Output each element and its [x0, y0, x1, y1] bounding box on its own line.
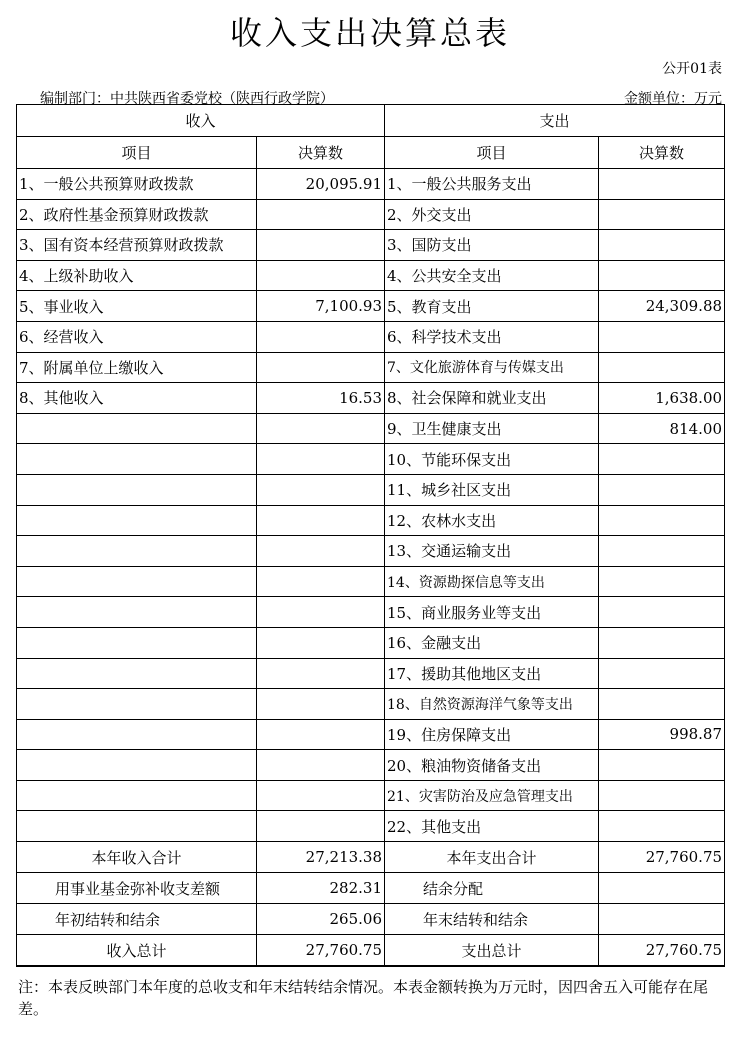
distribution-value	[599, 873, 725, 904]
expense-item: 19、住房保障支出	[385, 719, 599, 750]
income-item	[17, 474, 257, 505]
expense-item: 9、卫生健康支出	[385, 413, 599, 444]
income-amount	[257, 413, 385, 444]
income-item: 7、附属单位上缴收入	[17, 352, 257, 383]
table-row	[17, 536, 725, 567]
income-amount	[257, 230, 385, 261]
expense-item: 11、城乡社区支出	[385, 474, 599, 505]
income-item	[17, 750, 257, 781]
expense-item: 14、资源勘探信息等支出	[385, 566, 599, 597]
table-row	[17, 627, 725, 658]
income-header: 收入	[17, 105, 385, 137]
table-row	[17, 750, 725, 781]
expense-total-label: 本年支出合计	[385, 842, 599, 873]
expense-item: 10、节能环保支出	[385, 444, 599, 475]
department-label: 编制部门：中共陕西省委党校（陕西行政学院）	[40, 91, 334, 107]
table-row	[17, 658, 725, 689]
expense-grand-label: 支出总计	[385, 935, 599, 967]
expense-amount: 24,309.88	[599, 291, 725, 322]
table-row	[17, 719, 725, 750]
income-item: 2、政府性基金预算财政拨款	[17, 199, 257, 230]
expense-item: 5、教育支出	[385, 291, 599, 322]
table-row	[17, 444, 725, 475]
income-amount	[257, 505, 385, 536]
expense-item: 16、金融支出	[385, 627, 599, 658]
income-item	[17, 505, 257, 536]
income-expense-table	[16, 104, 725, 967]
fund-label: 用事业基金弥补收支差额	[17, 873, 257, 904]
begin-balance-label: 年初结转和结余	[17, 904, 257, 935]
carryover-row	[17, 904, 725, 935]
income-item	[17, 689, 257, 720]
table-row	[17, 260, 725, 291]
table-row	[17, 383, 725, 414]
table-row	[17, 352, 725, 383]
income-item	[17, 413, 257, 444]
table-row	[17, 597, 725, 628]
expense-item: 8、社会保障和就业支出	[385, 383, 599, 414]
section-header-row	[17, 105, 725, 137]
expense-amount	[599, 750, 725, 781]
expense-amount: 998.87	[599, 719, 725, 750]
table-row	[17, 321, 725, 352]
table-row	[17, 689, 725, 720]
income-total-label: 本年收入合计	[17, 842, 257, 873]
income-amount: 16.53	[257, 383, 385, 414]
income-item: 3、国有资本经营预算财政拨款	[17, 230, 257, 261]
table-row	[17, 566, 725, 597]
income-grand-label: 收入总计	[17, 935, 257, 967]
expense-grand-value: 27,760.75	[599, 935, 725, 967]
income-amount	[257, 780, 385, 811]
income-item	[17, 536, 257, 567]
income-item-header: 项目	[17, 137, 257, 169]
total-row	[17, 842, 725, 873]
expense-amount	[599, 658, 725, 689]
income-amount	[257, 260, 385, 291]
expense-amount	[599, 627, 725, 658]
expense-amount: 814.00	[599, 413, 725, 444]
expense-item: 6、科学技术支出	[385, 321, 599, 352]
table-row	[17, 169, 725, 200]
income-item	[17, 658, 257, 689]
income-amount	[257, 658, 385, 689]
income-item: 1、一般公共预算财政拨款	[17, 169, 257, 200]
expense-amount	[599, 780, 725, 811]
expense-amount	[599, 566, 725, 597]
grand-total-row	[17, 935, 725, 967]
income-item: 8、其他收入	[17, 383, 257, 414]
expense-item: 12、农林水支出	[385, 505, 599, 536]
column-header-row	[17, 137, 725, 169]
expense-item: 18、自然资源海洋气象等支出	[385, 689, 599, 720]
fund-row	[17, 873, 725, 904]
unit-label: 金额单位：万元	[624, 91, 722, 107]
expense-amount	[599, 230, 725, 261]
table-row	[17, 413, 725, 444]
expense-amount	[599, 321, 725, 352]
income-item	[17, 719, 257, 750]
expense-amount-header: 决算数	[599, 137, 725, 169]
expense-item: 4、公共安全支出	[385, 260, 599, 291]
expense-amount: 1,638.00	[599, 383, 725, 414]
income-amount: 7,100.93	[257, 291, 385, 322]
income-item	[17, 811, 257, 842]
expense-item: 22、其他支出	[385, 811, 599, 842]
expense-item: 15、商业服务业等支出	[385, 597, 599, 628]
income-total-value: 27,213.38	[257, 842, 385, 873]
expense-item: 3、国防支出	[385, 230, 599, 261]
income-item: 4、上级补助收入	[17, 260, 257, 291]
income-amount	[257, 689, 385, 720]
income-amount	[257, 597, 385, 628]
expense-amount	[599, 505, 725, 536]
income-amount	[257, 444, 385, 475]
income-amount	[257, 811, 385, 842]
income-item: 6、经营收入	[17, 321, 257, 352]
end-balance-value	[599, 904, 725, 935]
begin-balance-value: 265.06	[257, 904, 385, 935]
income-amount	[257, 627, 385, 658]
table-code: 公开01表	[662, 61, 722, 77]
income-amount	[257, 352, 385, 383]
page-title: 收入支出决算总表	[229, 14, 510, 52]
expense-item: 2、外交支出	[385, 199, 599, 230]
expense-total-value: 27,760.75	[599, 842, 725, 873]
expense-amount	[599, 689, 725, 720]
expense-amount	[599, 260, 725, 291]
income-amount	[257, 321, 385, 352]
fund-value: 282.31	[257, 873, 385, 904]
income-amount	[257, 199, 385, 230]
income-amount	[257, 474, 385, 505]
income-item	[17, 780, 257, 811]
table-row	[17, 811, 725, 842]
expense-amount	[599, 169, 725, 200]
table-row	[17, 291, 725, 322]
end-balance-label: 年末结转和结余	[385, 904, 599, 935]
expense-item: 7、文化旅游体育与传媒支出	[385, 352, 599, 383]
income-grand-value: 27,760.75	[257, 935, 385, 967]
expense-item: 17、援助其他地区支出	[385, 658, 599, 689]
footnote: 注：本表反映部门本年度的总收支和年末结转结余情况。本表金额转换为万元时，因四舍五入可能存在尾差。	[18, 978, 709, 1018]
expense-item: 1、一般公共服务支出	[385, 169, 599, 200]
expense-amount	[599, 474, 725, 505]
expense-amount	[599, 444, 725, 475]
expense-header: 支出	[385, 105, 725, 137]
income-amount: 20,095.91	[257, 169, 385, 200]
expense-item-header: 项目	[385, 137, 599, 169]
income-item: 5、事业收入	[17, 291, 257, 322]
expense-amount	[599, 199, 725, 230]
table-row	[17, 474, 725, 505]
table-row	[17, 780, 725, 811]
table-row	[17, 230, 725, 261]
income-item	[17, 597, 257, 628]
expense-amount	[599, 352, 725, 383]
expense-amount	[599, 811, 725, 842]
expense-amount	[599, 597, 725, 628]
expense-item: 21、灾害防治及应急管理支出	[385, 780, 599, 811]
income-amount	[257, 536, 385, 567]
table-row	[17, 505, 725, 536]
income-amount-header: 决算数	[257, 137, 385, 169]
table-row	[17, 199, 725, 230]
income-item	[17, 444, 257, 475]
income-amount	[257, 566, 385, 597]
expense-item: 13、交通运输支出	[385, 536, 599, 567]
expense-item: 20、粮油物资储备支出	[385, 750, 599, 781]
distribution-label: 结余分配	[385, 873, 599, 904]
income-amount	[257, 750, 385, 781]
income-item	[17, 627, 257, 658]
expense-amount	[599, 536, 725, 567]
income-item	[17, 566, 257, 597]
income-amount	[257, 719, 385, 750]
